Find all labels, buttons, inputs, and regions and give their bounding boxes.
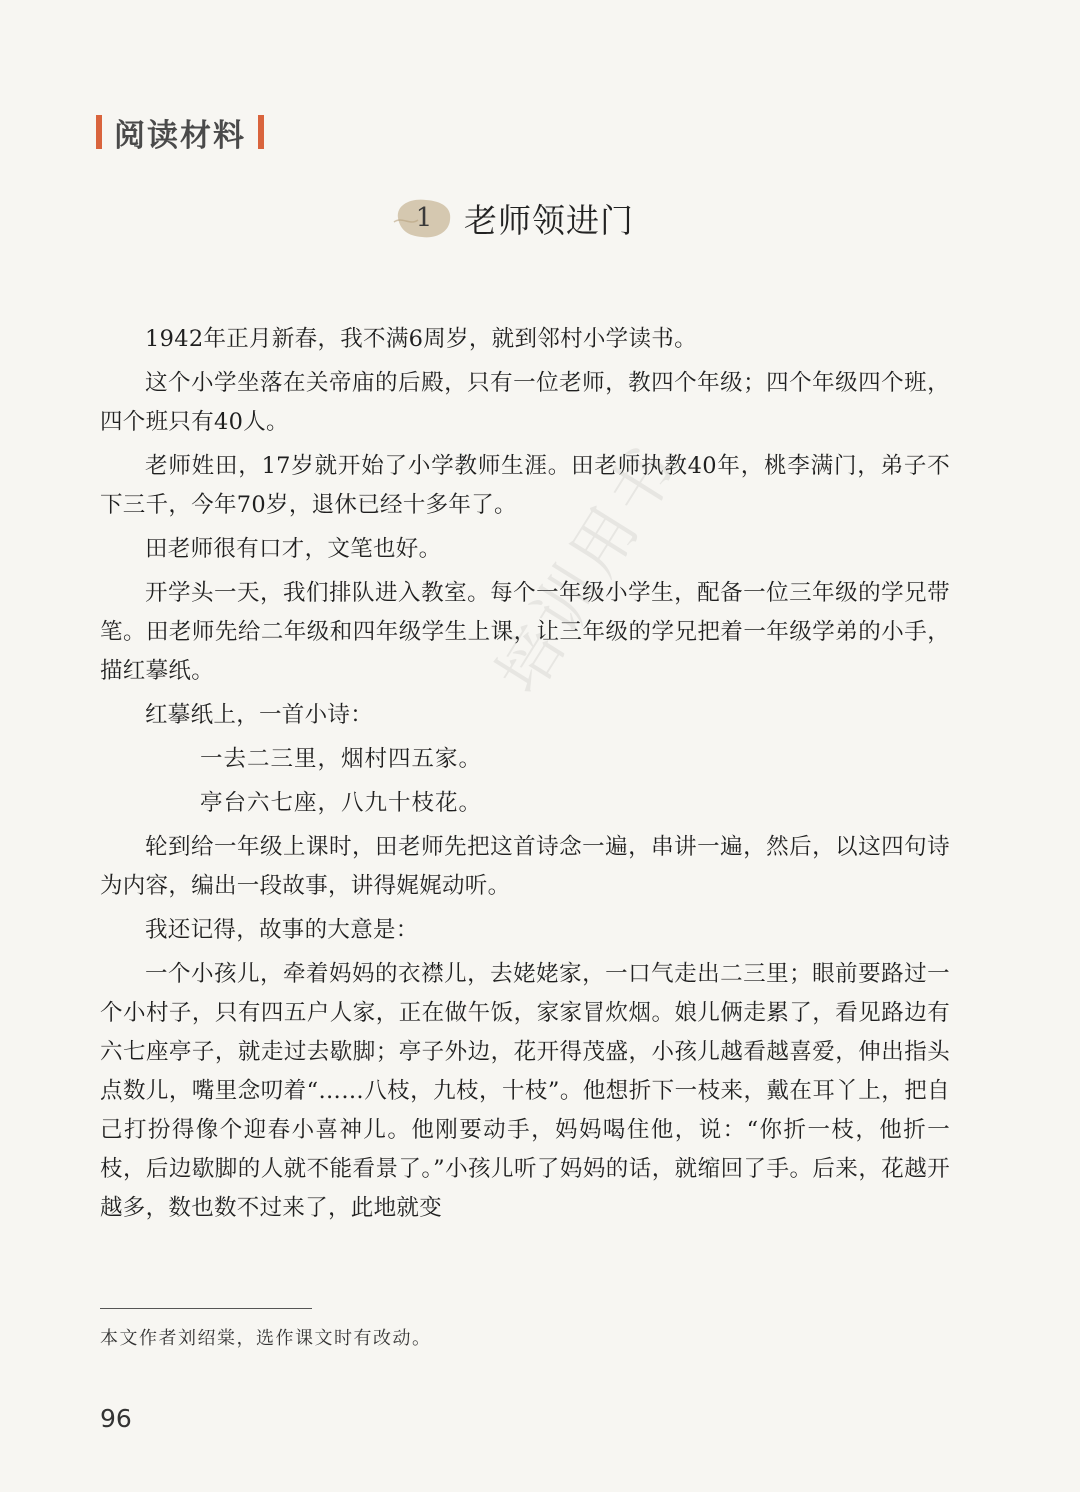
- lesson-title: 老师领进门: [464, 200, 634, 240]
- paragraph: 一个小孩儿，牵着妈妈的衣襟儿，去姥姥家，一口气走出二三里；眼前要路过一个小村子，只有四五户人家，正在做午饭，家家冒炊烟。娘儿俩走累了，看见路边有六七座亭子，就走过去歇脚；亭子外边，花开得茂盛，小孩儿越看越喜爱，伸出指头点数儿，嘴里念叨着“……八枝，九枝，十枝”。他想折下一枝来，戴在耳丫上，把自己打扮得像个迎春小喜神儿。他刚要动手，妈妈喝住他，说：“你折一枝，他折一枝，后边歇脚的人就不能看景了。”小孩儿听了妈妈的话，就缩回了手。后来，花越开越多，数也数不过来了，此地就变: [100, 961, 950, 1221]
- footnote: 本文作者刘绍棠，选作课文时有改动。: [100, 1328, 432, 1349]
- paragraph: 轮到给一年级上课时，田老师先把这首诗念一遍，串讲一遍，然后，以这四句诗为内容，编出一段故事，讲得娓娓动听。: [100, 834, 950, 899]
- poem-line: 一去二三里，烟村四五家。: [200, 746, 483, 772]
- page-number: 96: [100, 1404, 132, 1433]
- paragraph: 老师姓田，17岁就开始了小学教师生涯。田老师执教40年，桃李满门，弟子不下三千，今年70岁，退休已经十多年了。: [100, 453, 950, 518]
- lesson-heading: [392, 188, 634, 248]
- section-bar-right: [258, 115, 264, 149]
- paragraph: 开学头一天，我们排队进入教室。每个一年级小学生，配备一位三年级的学兄带笔。田老师先给二年级和四年级学生上课，让三年级的学兄把着一年级学弟的小手，描红摹纸。: [100, 580, 950, 684]
- section-bar-left: [96, 115, 102, 149]
- lesson-number: 1: [415, 203, 433, 233]
- poem-line: 亭台六七座，八九十枝花。: [200, 790, 483, 816]
- section-title: 阅读材料: [114, 117, 246, 154]
- watermark: 培训用书: [482, 430, 694, 708]
- body-text: [100, 320, 950, 1233]
- paragraph: 红摹纸上，一首小诗：: [145, 702, 374, 728]
- section-header: [96, 108, 264, 156]
- paragraph: 1942年正月新春，我不满6周岁，就到邻村小学读书。: [145, 326, 697, 352]
- paragraph: 我还记得，故事的大意是：: [145, 917, 419, 943]
- lesson-badge: [392, 192, 456, 244]
- paragraph: 这个小学坐落在关帝庙的后殿，只有一位老师，教四个年级；四个年级四个班，四个班只有40人。: [100, 370, 950, 435]
- paragraph: 田老师很有口才，文笔也好。: [145, 536, 442, 562]
- footnote-divider: [100, 1308, 312, 1309]
